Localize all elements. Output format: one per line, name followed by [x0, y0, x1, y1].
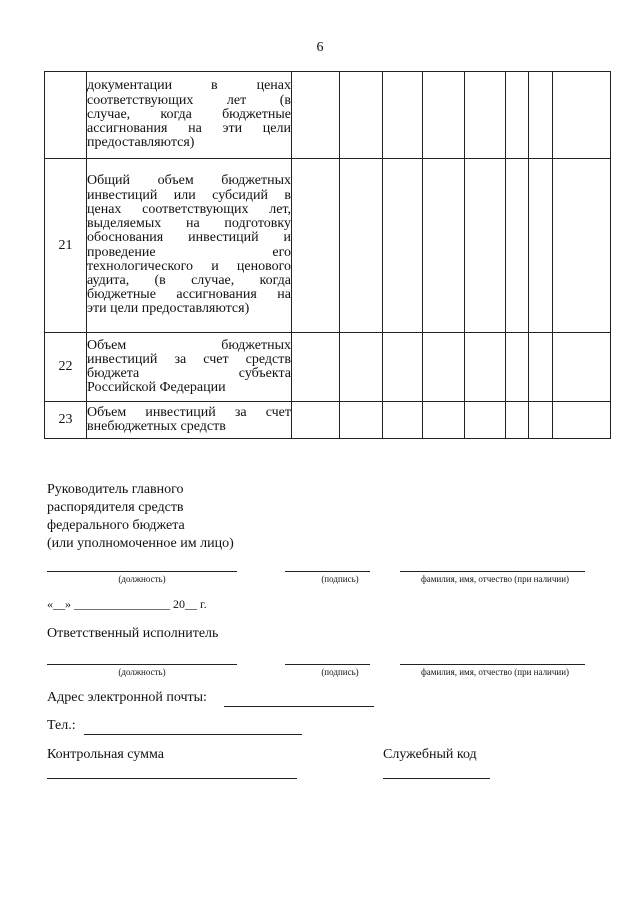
table-row — [45, 159, 611, 333]
position-line-1[interactable] — [47, 571, 237, 572]
date-line[interactable]: «__» ________________ 20__ г. — [47, 597, 207, 611]
value-cell[interactable] — [383, 333, 423, 402]
signature-caption: (подпись) — [321, 667, 359, 677]
phone-label: Тел.: — [47, 718, 76, 733]
checksum-line[interactable] — [47, 778, 297, 779]
row-number — [45, 72, 87, 159]
row-description — [87, 72, 292, 159]
position-caption: (должность) — [118, 574, 166, 584]
value-cell[interactable] — [465, 72, 506, 159]
row-description-line: соответствующих лет (в — [87, 92, 291, 108]
name-caption: фамилия, имя, отчество (при наличии) — [420, 667, 570, 677]
table-row — [45, 333, 611, 402]
value-cell[interactable] — [529, 402, 553, 439]
value-cell[interactable] — [292, 72, 340, 159]
row-description-line: Объем инвестиций за счет — [87, 404, 291, 420]
value-cell[interactable] — [423, 402, 465, 439]
row-description-line: инвестиций за счет средств — [87, 351, 291, 367]
row-description-line: эти цели предоставляются) — [87, 301, 250, 317]
value-cell[interactable] — [423, 333, 465, 402]
row-description-line: обоснования инвестиций и — [87, 230, 291, 246]
value-cell[interactable] — [553, 402, 611, 439]
value-cell[interactable] — [529, 159, 553, 333]
value-cell[interactable] — [340, 333, 383, 402]
row-description-line: бюджетные ассигнования на — [87, 287, 291, 303]
email-label: Адрес электронной почты: — [47, 690, 207, 705]
value-cell[interactable] — [506, 333, 529, 402]
value-cell[interactable] — [465, 333, 506, 402]
checksum-label: Контрольная сумма — [47, 747, 164, 762]
head-title-line: Руководитель главного — [47, 482, 184, 497]
row-description-line: внебюджетных средств — [87, 419, 226, 434]
row-description-line: Российской Федерации — [87, 380, 226, 396]
row-description-line: аудита, (в случае, когда — [87, 272, 291, 288]
table-row — [45, 402, 611, 439]
value-cell[interactable] — [383, 159, 423, 333]
service-code-label: Служебный код — [383, 747, 477, 762]
name-line-2[interactable] — [400, 664, 585, 665]
value-cell[interactable] — [292, 333, 340, 402]
email-line[interactable] — [224, 706, 374, 707]
row-description-line: ценах соответствующих лет, — [87, 201, 291, 217]
value-cell[interactable] — [423, 159, 465, 333]
row-description-line: проведение его — [87, 244, 291, 260]
value-cell[interactable] — [423, 72, 465, 159]
value-cell[interactable] — [506, 159, 529, 333]
name-line-1[interactable] — [400, 571, 585, 572]
table-row — [45, 72, 611, 159]
row-number: 23 — [45, 402, 87, 439]
signature-line-2[interactable] — [285, 664, 370, 665]
page-number: 6 — [316, 40, 324, 55]
head-title-line: федерального бюджета — [47, 518, 185, 533]
row-description-line: технологического и ценового — [87, 258, 291, 274]
value-cell[interactable] — [292, 159, 340, 333]
value-cell[interactable] — [553, 72, 611, 159]
row-number: 22 — [45, 333, 87, 402]
row-description-line: выделяемых на подготовку — [87, 216, 291, 232]
indicators-table — [44, 71, 611, 439]
position-line-2[interactable] — [47, 664, 237, 665]
name-caption: фамилия, имя, отчество (при наличии) — [420, 574, 570, 584]
row-description-line: ассигнования на эти цели — [87, 121, 291, 137]
value-cell[interactable] — [292, 402, 340, 439]
value-cell[interactable] — [383, 402, 423, 439]
head-title — [47, 481, 307, 553]
row-description-line: Объем бюджетных — [87, 337, 291, 353]
head-title-line: распорядителя средств — [47, 500, 184, 515]
position-caption: (должность) — [118, 667, 166, 677]
value-cell[interactable] — [340, 72, 383, 159]
row-description-line: случае, когда бюджетные — [87, 106, 291, 122]
row-description — [87, 333, 292, 402]
phone-line[interactable] — [84, 734, 302, 735]
value-cell[interactable] — [553, 333, 611, 402]
head-title-line: (или уполномоченное им лицо) — [47, 536, 234, 551]
value-cell[interactable] — [340, 402, 383, 439]
signature-caption: (подпись) — [321, 574, 359, 584]
value-cell[interactable] — [506, 402, 529, 439]
row-description — [87, 159, 292, 333]
value-cell[interactable] — [553, 159, 611, 333]
row-description — [87, 402, 292, 439]
executor-title: Ответственный исполнитель — [47, 626, 219, 641]
row-description-line: предоставляются) — [87, 135, 195, 151]
value-cell[interactable] — [506, 72, 529, 159]
row-description-line: документации в ценах — [87, 78, 291, 94]
value-cell[interactable] — [529, 72, 553, 159]
value-cell[interactable] — [529, 333, 553, 402]
value-cell[interactable] — [340, 159, 383, 333]
value-cell[interactable] — [465, 402, 506, 439]
value-cell[interactable] — [383, 72, 423, 159]
row-description-line: бюджета субъекта — [87, 366, 291, 381]
row-description-line: Общий объем бюджетных — [87, 173, 291, 189]
row-number: 21 — [45, 159, 87, 333]
service-code-line[interactable] — [383, 778, 490, 779]
row-description-line: инвестиций или субсидий в — [87, 187, 291, 203]
value-cell[interactable] — [465, 159, 506, 333]
signature-line-1[interactable] — [285, 571, 370, 572]
